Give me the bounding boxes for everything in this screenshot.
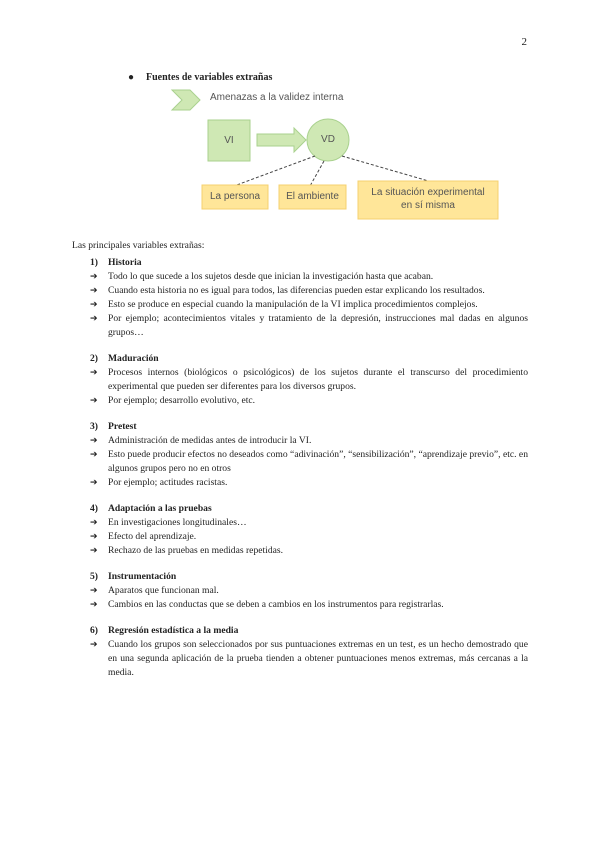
right-arrow-icon bbox=[257, 128, 306, 152]
section-title: 4) Adaptación a las pruebas bbox=[90, 503, 212, 514]
section-title: 1) Historia bbox=[90, 257, 142, 268]
arrow-bullet-icon: ➔ bbox=[90, 586, 98, 596]
list-item: ➔ Cuando los grupos son seleccionados por sus puntuaciones extremas en un test, es un hecho demostrado que en una segunda aplicación de la prueba tienden a obtener puntuaciones menos extremas, más cercanas a la media. bbox=[90, 639, 528, 678]
list-item: ➔ Rechazo de las pruebas en medidas repetidas. bbox=[90, 545, 284, 556]
list-item: ➔ Efecto del aprendizaje. bbox=[90, 531, 197, 542]
arrow-bullet-icon: ➔ bbox=[90, 314, 98, 324]
situacion-label bbox=[358, 186, 498, 212]
arrow-bullet-icon: ➔ bbox=[90, 518, 98, 528]
arrow-bullet-icon: ➔ bbox=[90, 286, 98, 296]
chevron-icon bbox=[172, 90, 200, 110]
page-number: 2 bbox=[521, 36, 527, 48]
list-item: ➔ Esto se produce en especial cuando la manipulación de la VI implica procedimientos complejos. bbox=[90, 299, 478, 310]
list-item: ➔ Procesos internos (biológicos o psicológicos) de los sujetos durante el transcurso del procedimiento experimental que pueden ser diferentes para los diversos grupos. bbox=[90, 367, 528, 392]
arrow-bullet-icon: ➔ bbox=[90, 546, 98, 556]
arrow-bullet-icon: ➔ bbox=[90, 450, 98, 460]
dashed-connector-situacion bbox=[342, 156, 432, 182]
section-maduracion bbox=[72, 352, 528, 408]
arrow-bullet-icon: ➔ bbox=[90, 640, 98, 650]
list-item: ➔ Administración de medidas antes de introducir la VI. bbox=[90, 435, 312, 446]
section-title: 5) Instrumentación bbox=[90, 571, 177, 582]
arrow-bullet-icon: ➔ bbox=[90, 272, 98, 282]
section-pretest bbox=[72, 420, 528, 490]
vi-label: VI bbox=[224, 135, 234, 146]
threats-diagram bbox=[170, 88, 510, 223]
vd-label: VD bbox=[321, 134, 335, 145]
heading-text: Fuentes de variables extrañas bbox=[146, 72, 273, 83]
section-historia bbox=[72, 256, 528, 340]
list-item: ➔ Por ejemplo; actitudes racistas. bbox=[90, 477, 228, 488]
arrow-bullet-icon: ➔ bbox=[90, 436, 98, 446]
list-item: ➔ Cambios en las conductas que se deben a cambios en los instrumentos para registrarlas. bbox=[90, 599, 444, 610]
bullet-icon: ● bbox=[128, 72, 135, 83]
list-item: ➔ Esto puede producir efectos no deseados como “adivinación”, “sensibilización”, “aprendizaje previo”, etc. en algunos grupos pero no en otros bbox=[90, 449, 528, 474]
arrow-bullet-icon: ➔ bbox=[90, 300, 98, 310]
list-item: ➔ Por ejemplo; desarrollo evolutivo, etc. bbox=[90, 395, 256, 406]
section-regresion bbox=[72, 624, 528, 680]
section-heading bbox=[128, 72, 272, 83]
main-content bbox=[72, 239, 528, 692]
section-instrumentacion bbox=[72, 570, 528, 612]
arrow-bullet-icon: ➔ bbox=[90, 478, 98, 488]
arrow-bullet-icon: ➔ bbox=[90, 532, 98, 542]
intro-text: Las principales variables extrañas: bbox=[72, 240, 205, 251]
arrow-bullet-icon: ➔ bbox=[90, 368, 98, 378]
section-title: 3) Pretest bbox=[90, 421, 137, 432]
list-item: ➔ Por ejemplo; acontecimientos vitales y tratamiento de la depresión, instrucciones mal dadas en algunos grupos… bbox=[90, 313, 528, 338]
dashed-connector-ambiente bbox=[310, 161, 324, 186]
arrow-bullet-icon: ➔ bbox=[90, 396, 98, 406]
list-item: ➔ En investigaciones longitudinales… bbox=[90, 517, 247, 528]
list-item: ➔ Aparatos que funcionan mal. bbox=[90, 585, 219, 596]
section-title: 6) Regresión estadística a la media bbox=[90, 625, 239, 636]
arrow-bullet-icon: ➔ bbox=[90, 600, 98, 610]
diagram-title: Amenazas a la validez interna bbox=[210, 92, 344, 103]
situacion-line-2: en sí misma bbox=[401, 200, 455, 211]
section-title: 2) Maduración bbox=[90, 353, 159, 364]
persona-label: La persona bbox=[209, 191, 261, 202]
situacion-line-1: La situación experimental bbox=[371, 187, 485, 198]
ambiente-label: El ambiente bbox=[286, 191, 339, 202]
list-item: ➔ Cuando esta historia no es igual para todos, las diferencias pueden estar explicando los resultados. bbox=[90, 285, 485, 296]
list-item: ➔ Todo lo que sucede a los sujetos desde que inician la investigación hasta que acaban. bbox=[90, 271, 434, 282]
section-adaptacion bbox=[72, 502, 528, 558]
